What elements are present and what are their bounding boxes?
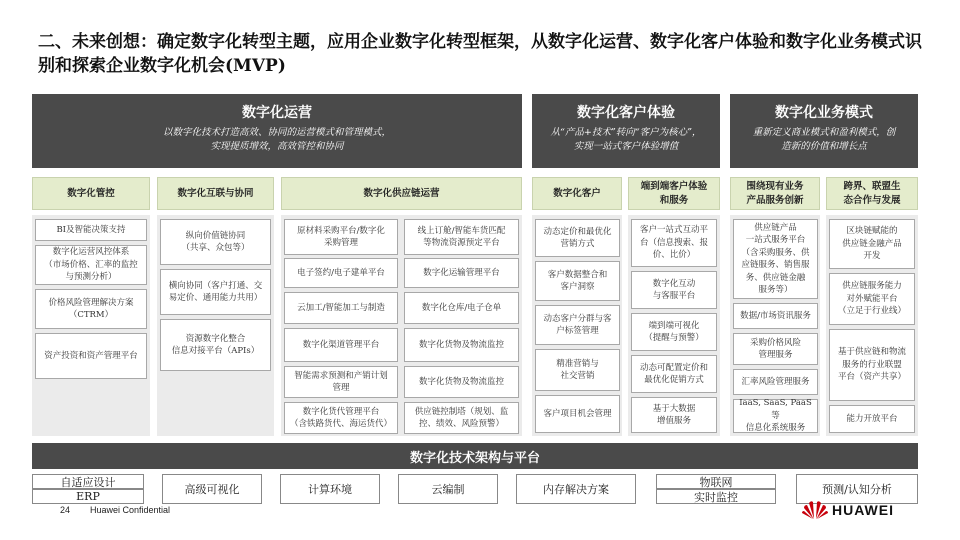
subheader-ecosystem: 跨界、联盟生 态合作与发展 [826, 177, 918, 210]
subheader-digital-customer: 数字化客户 [532, 177, 622, 210]
header-digital-customer-experience [532, 94, 720, 168]
capability-cell: 精准营销与 社交营销 [535, 349, 620, 391]
capability-cell: 横向协同（客户打通、交 易定价、通用能力共用） [160, 269, 271, 315]
header-subtitle: 从“产品+技术”转向“客户为核心”， 实现一站式客户体验增值 [550, 127, 702, 152]
capability-cell: 数字化渠道管理平台 [284, 328, 398, 362]
capability-cell: 客户项目机会管理 [535, 395, 620, 433]
tech-item: 自适应设计 [32, 474, 144, 489]
capability-cell: 原材料采购平台/数字化 采购管理 [284, 219, 398, 255]
capability-cell: 动态定价和最优化 营销方式 [535, 219, 620, 257]
capability-cell: 价格风险管理解决方案 （CTRM） [35, 289, 147, 329]
tech-item: 云编制 [398, 474, 498, 504]
capability-cell: 供应链产品 一站式服务平台 （含采购服务、供 应链服务、销售服 务、供应链金融 服务等） [733, 219, 818, 299]
capability-cell: 数字化仓库/电子仓单 [404, 292, 519, 324]
capability-cell: 能力开放平台 [829, 405, 915, 433]
capability-cell: 资产投资和资产管理平台 [35, 333, 147, 379]
capability-cell: 供应链控制塔（规划、监 控、绩效、风险预警） [404, 402, 519, 434]
capability-cell: 线上订舱/智能车货匹配 等物流资源预定平台 [404, 219, 519, 255]
capability-cell: 基于大数据 增值服务 [631, 397, 717, 433]
capability-cell: 数字化货物及物流监控 [404, 328, 519, 362]
capability-cell: 资源数字化整合 信息对接平台（APIs） [160, 319, 271, 371]
capability-cell: 基于供应链和物流 服务的行业联盟 平台（资产共享） [829, 329, 915, 401]
capability-cell: 动态可配置定价和 最优化促销方式 [631, 355, 717, 393]
tech-item: ERP [32, 489, 144, 504]
tech-item: 实时监控 [656, 489, 776, 504]
capability-cell: 数字化互动 与客服平台 [631, 271, 717, 309]
capability-cell: 客户数据整合和 客户洞察 [535, 261, 620, 301]
subheader-supply-chain: 数字化供应链运营 [281, 177, 522, 210]
tech-item: 物联网 [656, 474, 776, 489]
capability-cell: 采购价格风险 管理服务 [733, 333, 818, 365]
capability-cell: 区块链赋能的 供应链金融产品 开发 [829, 219, 915, 269]
header-title: 数字化客户体验 [577, 105, 675, 121]
logo-wordmark: HUAWEI [832, 502, 894, 518]
capability-cell: 汇率风险管理服务 [733, 369, 818, 395]
capability-cell: 供应链服务能力 对外赋能平台 （立足于行业线） [829, 273, 915, 325]
subheader-product-innovation: 围绕现有业务 产品服务创新 [730, 177, 820, 210]
confidential-label: Huawei Confidential [90, 505, 171, 515]
page-title: 二、未来创想：确定数字化转型主题，应用企业数字化转型框架，从数字化运营、数字化客户体验和数字化业务模式识别和探索企业数字化机会(MVP) [38, 32, 922, 76]
tech-item: 预测/认知分析 [796, 474, 918, 504]
subheader-e2e-experience: 端到端客户体验 和服务 [628, 177, 720, 210]
header-digital-operations [32, 94, 522, 168]
capability-cell: 智能需求预测和产销计划 管理 [284, 366, 398, 398]
header-digital-business-model [730, 94, 918, 168]
capability-cell: 数字化运输管理平台 [404, 258, 519, 288]
capability-cell: 动态客户分群与客 户标签管理 [535, 305, 620, 345]
capability-cell: 纵向价值链协同 （共享、众包等） [160, 219, 271, 265]
tech-item: 计算环境 [280, 474, 380, 504]
capability-cell: 数字化运营风控体系 （市场价格、汇率的监控 与预测分析） [35, 245, 147, 285]
header-subtitle: 以数字化技术打造高效、协同的运营模式和管理模式， 实现提质增效，高效管控和协同 [162, 127, 391, 152]
huawei-flower-icon [802, 500, 828, 520]
header-title: 数字化运营 [242, 105, 312, 121]
capability-cell: 数字化货物及物流监控 [404, 366, 519, 398]
subheader-digital-interconnect: 数字化互联与协同 [157, 177, 274, 210]
subheader-digital-control: 数字化管控 [32, 177, 150, 210]
tech-platform-bar: 数字化技术架构与平台 [32, 443, 918, 469]
capability-cell: 端到端可视化 （提醒与预警） [631, 313, 717, 351]
page-number: 24 [60, 505, 71, 515]
huawei-logo [802, 499, 932, 521]
header-title: 数字化业务模式 [775, 105, 873, 121]
tech-item: 内存解决方案 [516, 474, 636, 504]
capability-cell: 电子签约/电子建单平台 [284, 258, 398, 288]
capability-cell: BI及智能决策支持 [35, 219, 147, 241]
capability-cell: 客户一站式互动平 台（信息搜索、报 价、比价） [631, 219, 717, 267]
capability-cell: 数据/市场资讯服务 [733, 303, 818, 329]
header-subtitle: 重新定义商业模式和盈利模式，创 造新的价值和增长点 [752, 127, 896, 152]
capability-cell: 云加工/智能加工与制造 [284, 292, 398, 324]
capability-cell: IaaS, SaaS, PaaS等 信息化系统服务 [733, 399, 818, 433]
tech-item: 高级可视化 [162, 474, 262, 504]
capability-cell: 数字化货代管理平台 （含铁路货代、海运货代） [284, 402, 398, 434]
